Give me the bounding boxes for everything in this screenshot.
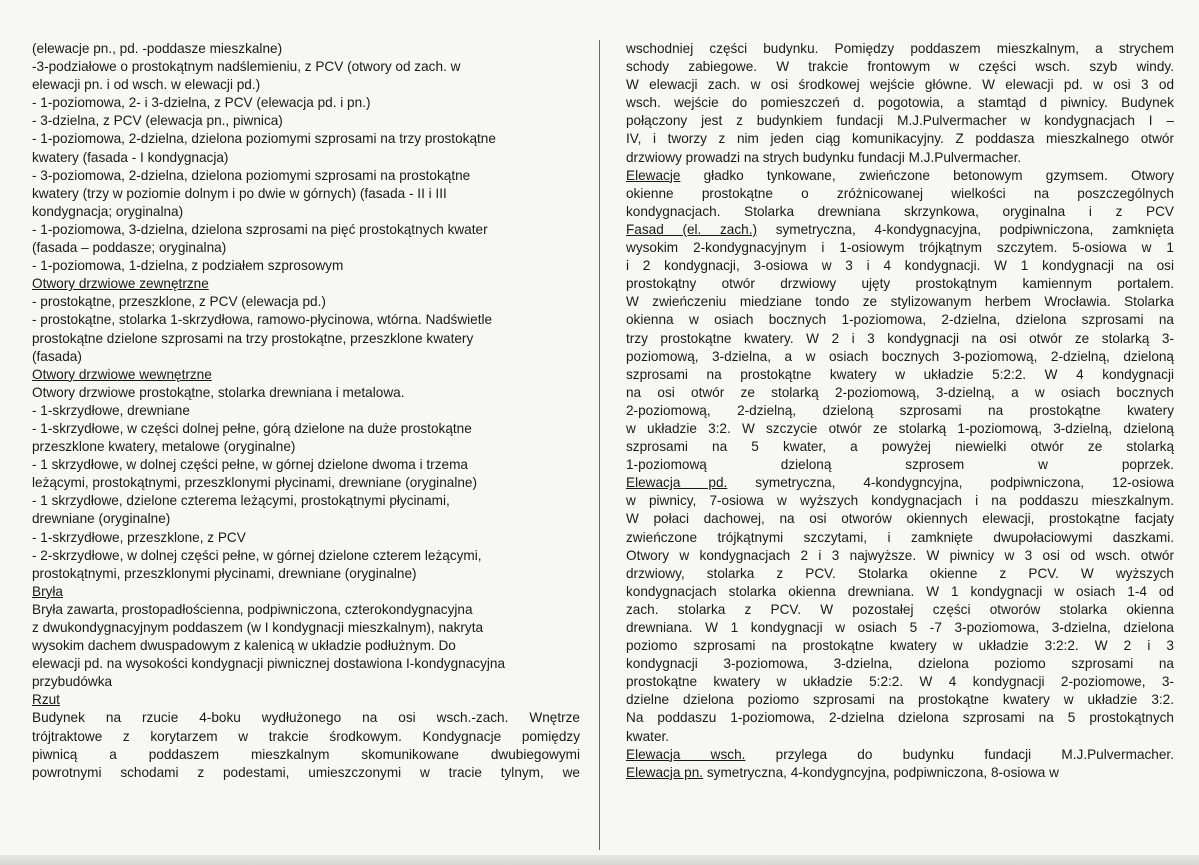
text-line: szprosami na 5 kwater, a powyżej niewielki otwór ze stolarką <box>626 439 1174 455</box>
text-line: drewniane (oryginalne) <box>32 511 171 527</box>
text-line: poziomo szprosami na prostokątne kwatery w układzie 3:2:2. W 2 i 3 <box>626 638 1174 654</box>
line-text: przylega do budynku fundacji M.J.Pulvermacher. <box>745 746 1174 762</box>
text-line: prostokątnymi, przeszklonymi płycinami, drewniane (oryginalne) <box>32 565 417 581</box>
section-heading: Rzut <box>32 692 60 708</box>
text-line: połączony jest z budynkiem fundacji M.J.Pulvermacher w kondygnacjach I – <box>626 113 1174 129</box>
text-line: wsch. wejście do pomieszczeń d. pogotowia, a stamtąd d piwnicy. Budynek <box>626 95 1174 111</box>
section-heading: Elewacja pd. <box>626 475 728 491</box>
text-line: wschodniej części budynku. Pomiędzy poddaszem mieszkalnym, a strychem <box>626 41 1174 56</box>
text-line <box>626 746 1174 764</box>
text-line: prostokątne dzielone szprosami na trzy prostokątne, przeszklone kwatery <box>32 330 474 346</box>
text-line: trójtraktowe z korytarzem w trakcie środkowym. Kondygnacje pomiędzy <box>32 728 580 744</box>
text-line: - 1-poziomowa, 2- i 3-dzielna, z PCV (elewacja pd. i pn.) <box>32 95 371 111</box>
text-line: okienna w osiach bocznych 1-poziomowa, 2-dzielna, dzielona szprosami na <box>626 312 1174 328</box>
text-line: zwieńczone trójkątnymi szczytami, i zamknięte dwupołaciowymi daszkami. <box>626 529 1174 545</box>
text-line: - 1 skrzydłowe, dzielone czterema leżącymi, prostokątnymi płycinami, <box>32 493 450 509</box>
text-line: IV, i tworzy z nim jeden ciąg komunikacyjny. Z poddasza mieszkalnego otwór <box>626 131 1174 147</box>
text-line: (elewacje pn., pd. -poddasze mieszkalne) <box>32 41 283 56</box>
text-line: kondygnacjach stolarka okienna drewniana. W 1 kondygnacji w osiach 1-4 od <box>626 583 1174 599</box>
text-line: -3-podziałowe o prostokątnym nadślemieniu, z PCV (otwory od zach. w <box>32 59 461 75</box>
left-text-column <box>32 40 580 782</box>
text-line: trzy prostokątne kwatery. W 2 i 3 kondygnacji na osi otwór ze stolarką 3- <box>626 330 1174 346</box>
section-heading: Elewacja pn. <box>626 764 704 780</box>
text-line: dzielne dzielona poziomo szprosami na prostokątne kwatery w układzie 3:2. <box>626 692 1174 708</box>
text-line: W zwieńczeniu miedziane tondo ze stylizowanym herbem Wrocławia. Stolarka <box>626 294 1174 310</box>
text-line: 1-poziomową dzieloną szprosem w poprzek. <box>626 457 1174 473</box>
text-line: drzwiowy, stolarka z PCV. Stolarka okienne z PCV. W wyższych <box>626 565 1174 581</box>
text-line: - 1-poziomowa, 3-dzielna, dzielona szprosami na pięć prostokątnych kwater <box>32 221 488 237</box>
text-line: okienne prostokątne o zróżnicowanej wielkości na poszczególnych <box>626 185 1174 201</box>
text-line <box>626 167 1174 185</box>
text-line <box>626 764 1174 782</box>
section-heading: Fasad (el. zach.) <box>626 221 758 237</box>
column-divider <box>599 40 600 850</box>
text-line: - 1 skrzydłowe, w dolnej części pełne, w górnej dzielone dwoma i trzema <box>32 457 468 473</box>
text-line: elewacji pn. i od wsch. w elewacji pd.) <box>32 77 261 93</box>
text-line: kwater. <box>626 728 670 744</box>
text-line: w układzie 3:2. W szczycie otwór ze stolarką 1-poziomową, 3-dzielną, dzieloną <box>626 420 1174 436</box>
text-line: kwatery (trzy w poziomie dolnym i po dwie w górnych) (fasada - II i III <box>32 185 447 201</box>
text-line: leżącymi, prostokątnymi, przeszklonymi płycinami, drewniane (oryginalne) <box>32 475 477 491</box>
text-line: - 1-skrzydłowe, przeszklone, z PCV <box>32 529 246 545</box>
text-line: - 3-poziomowa, 2-dzielna, dzielona poziomymi szprosami na prostokątne <box>32 167 471 183</box>
text-line: wysokim 2-kondygnacyjnym i 1-osiowym trójkątnym szczytem. 5-osiowa w 1 <box>626 240 1174 256</box>
text-line: drzwiowy prowadzi na strych budynku fundacji M.J.Pulvermacher. <box>626 149 1022 165</box>
text-line: kwatery (fasada - I kondygnacja) <box>32 149 229 165</box>
text-line: (fasada) <box>32 348 82 364</box>
text-line: schody zabiegowe. W trakcie frontowym w części wsch. szyb windy. <box>626 59 1174 75</box>
text-line: - 1-skrzydłowe, drewniane <box>32 402 190 418</box>
text-line: i 2 kondygnacji, 3-osiowa w 3 i 4 kondygnacji. W 1 kondygnacji na osi <box>626 258 1174 274</box>
line-text: symetryczna, 4-kondygncyjna, podpiwniczona, 8-osiowa w <box>703 764 1059 780</box>
text-line: prostokątny otwór drzwiowy ujęty prostokątnym kamiennym portalem. <box>626 276 1174 292</box>
text-line: Na poddaszu 1-poziomowa, 2-dzielna dzielona szprosami na 5 prostokątnych <box>626 710 1174 726</box>
text-line: drewniana. W 1 kondygnacji w osiach 5 -7 3-poziomowa, 3-dzielna, dzielona <box>626 620 1174 635</box>
text-line: elewacji pd. na wysokości kondygnacji piwnicznej dostawiona I-kondygnacyjna <box>32 656 506 672</box>
line-text: symetryczna, 4-kondygncyjna, podpiwniczona, 12-osiowa <box>727 475 1174 491</box>
text-line: Budynek na rzucie 4-boku wydłużonego na osi wsch.-zach. Wnętrze <box>32 710 580 726</box>
text-line: wysokim dachem dwuspadowym z kalenicą w układzie podłużnym. Do <box>32 638 456 654</box>
text-line: Bryła zawarta, prostopadłościenna, podpiwniczona, czterokondygnacyjna <box>32 601 473 617</box>
text-line: W połaci dachowej, na osi otworów okiennych elewacji, prostokątne facjaty <box>626 511 1174 527</box>
text-line: kondygnacji 3-poziomowa, 3-dzielna, dzielona poziomo szprosami na <box>626 656 1174 672</box>
text-line: szprosami na prostokątne kwatery w układzie 5:2:2. W 4 kondygnacji <box>626 366 1174 382</box>
text-line: Otwory w kondygnacjach 2 i 3 najwyższe. W piwnicy w 3 osi od wsch. otwór <box>626 547 1174 563</box>
text-line: na osi otwór ze stolarką 2-poziomową, 3-dzielną, a w osiach bocznych <box>626 384 1174 400</box>
text-line: z dwukondygnacyjnym poddaszem (w I kondygnacji mieszkalnym), nakryta <box>32 620 484 635</box>
text-line: - 1-skrzydłowe, w części dolnej pełne, górą dzielone na duże prostokątne <box>32 420 472 436</box>
section-heading: Bryła <box>32 583 63 599</box>
section-heading: Otwory drzwiowe wewnętrzne <box>32 366 212 382</box>
text-line: poziomową, 3-dzielna, a w osiach bocznych 3-poziomową, 2-dzielną, dzieloną <box>626 348 1174 364</box>
text-line: przybudówka <box>32 674 113 690</box>
text-line: przeszklone kwatery, metalowe (oryginalne) <box>32 439 296 455</box>
text-line: - prostokątne, stolarka 1-skrzydłowa, ramowo-płycinowa, wtórna. Nadświetle <box>32 312 493 328</box>
text-line: - 1-poziomowa, 2-dzielna, dzielona poziomymi szprosami na trzy prostokątne <box>32 131 496 147</box>
text-line: - prostokątne, przeszklone, z PCV (elewacja pd.) <box>32 294 326 310</box>
line-text: gładko tynkowane, zwieńczone betonowym gzymsem. Otwory <box>680 167 1174 183</box>
right-text-column <box>626 40 1174 782</box>
text-line <box>626 221 1174 239</box>
text-line: (fasada – poddasze; oryginalna) <box>32 240 227 256</box>
text-line: w piwnicy, 7-osiowa w wyższych kondygnacjach i na poddaszu mieszkalnym. <box>626 493 1174 509</box>
section-heading: Elewacje <box>626 167 681 183</box>
text-line: powrotnymi schodami z podestami, umieszczonymi w tracie tylnym, we <box>32 764 580 780</box>
text-line: - 2-skrzydłowe, w dolnej części pełne, w górnej dzielone czterem leżącymi, <box>32 547 482 563</box>
text-line: kondygnacjach. Stolarka drewniana skrzynkowa, oryginalna i z PCV <box>626 203 1174 219</box>
text-line: Otwory drzwiowe prostokątne, stolarka drewniana i metalowa. <box>32 384 405 400</box>
text-line: zach. stolarka z PCV. W pozostałej części otworów stolarka okienna <box>626 601 1174 617</box>
scan-edge <box>0 855 1199 865</box>
text-line: W elewacji zach. w osi środkowej wejście główne. W elewacji pd. w osi 3 od <box>626 77 1174 93</box>
line-text: symetryczna, 4-kondygnacyjna, podpiwniczona, zamknięta <box>757 221 1174 237</box>
section-heading: Elewacja wsch. <box>626 746 746 762</box>
text-line: prostokątne kwatery w układzie 5:2:2. W 4 kondygnacji 2-poziomowe, 3- <box>626 674 1174 690</box>
section-heading: Otwory drzwiowe zewnętrzne <box>32 276 209 292</box>
text-line: - 1-poziomowa, 1-dzielna, z podziałem szprosowym <box>32 258 344 274</box>
text-line <box>626 474 1174 492</box>
text-line: 2-poziomową, 2-dzielną, dzieloną szprosami na prostokątne kwatery <box>626 402 1174 418</box>
text-line: kondygnacja; oryginalna) <box>32 203 184 219</box>
text-line: piwnicą a poddaszem mieszkalnym skomunikowane dwubiegowymi <box>32 746 580 762</box>
text-line: - 3-dzielna, z PCV (elewacja pn., piwnica) <box>32 113 283 129</box>
